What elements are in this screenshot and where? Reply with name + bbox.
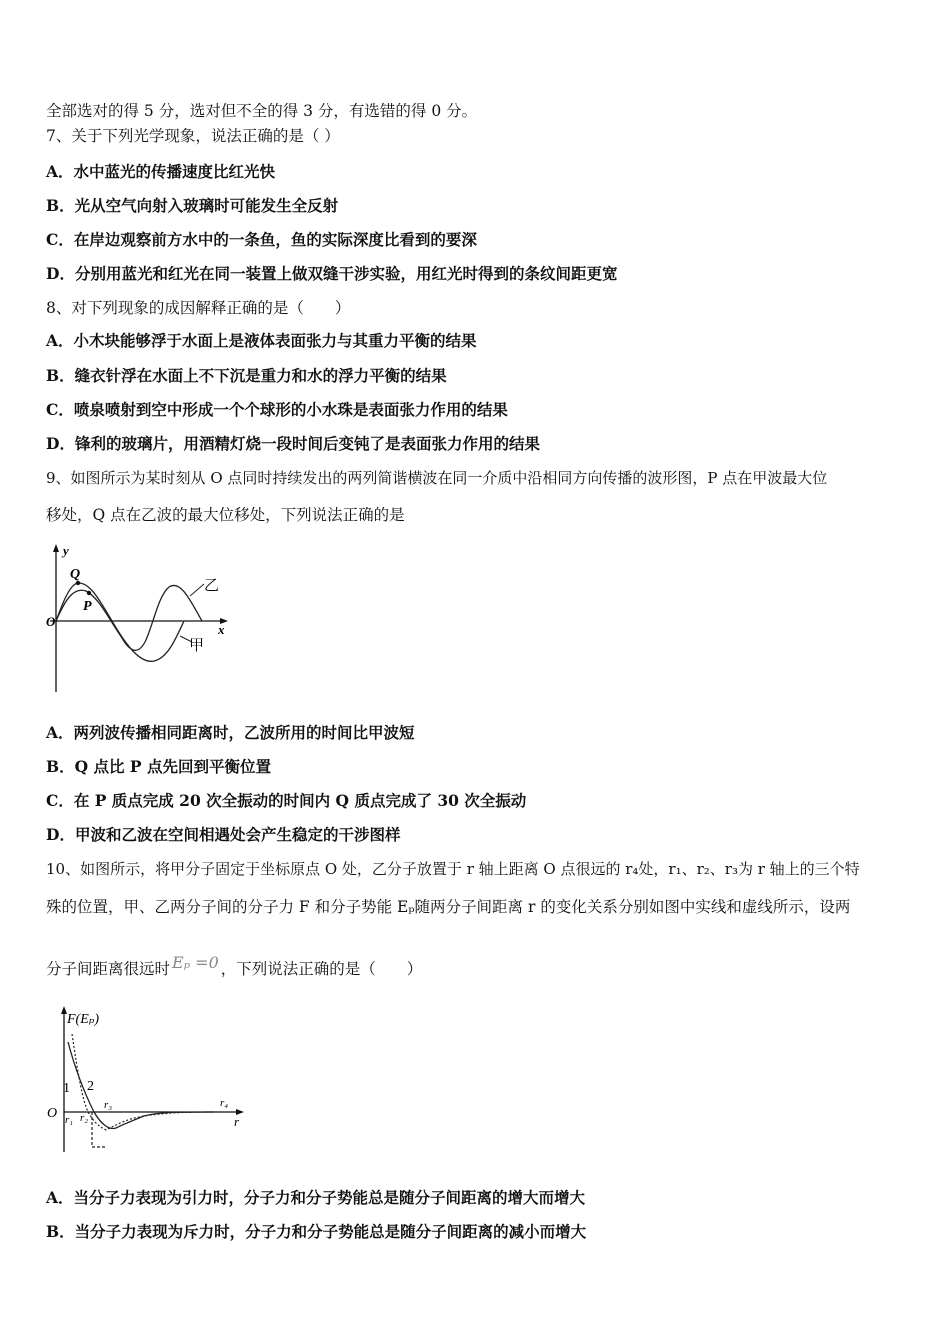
q9-x-label: x (218, 622, 225, 637)
q9-q-label: Q (70, 567, 81, 582)
q10-stem-line3 (46, 953, 423, 979)
q9-option-b: B．Q 点比 P 点先回到平衡位置 (46, 757, 271, 776)
q7-stem: 7、关于下列光学现象，说法正确的是（ ） (46, 127, 340, 145)
q10-r-axis-label: r (234, 1114, 240, 1129)
q10-curve-2-label: 2 (87, 1079, 94, 1094)
q10-r1-label: r₁ (65, 1114, 74, 1126)
q9-option-d: D．甲波和乙波在空间相遇处会产生稳定的干涉图样 (46, 825, 401, 844)
q8-option-d: D．锋利的玻璃片，用酒精灯烧一段时间后变钝了是表面张力作用的结果 (46, 434, 540, 453)
q7-option-a: A．水中蓝光的传播速度比红光快 (46, 162, 276, 181)
q10-stem-line2: 殊的位置，甲、乙两分子间的分子力 F 和分子势能 Eₚ随两分子间距离 r 的变化关系分别如图中实线和虚线所示，设两 (46, 898, 851, 916)
q9-point-p (87, 591, 91, 595)
q10-option-a: A．当分子力表现为引力时，分子力和分子势能总是随分子间距离的增大而增大 (46, 1188, 586, 1207)
q10-stem-line3-post: ，下列说法正确的是（ ） (220, 960, 423, 978)
q9-stem-line1: 9、如图所示为某时刻从 O 点同时持续发出的两列简谐横波在同一介质中沿相同方向传播的波形图，P 点在甲波最大位 (46, 469, 828, 487)
q9-y-label: y (63, 543, 69, 558)
q8-option-c: C．喷泉喷射到空中形成一个个球形的小水珠是表面张力作用的结果 (46, 400, 508, 419)
intro-text: 全部选对的得 5 分，选对但不全的得 3 分，有选错的得 0 分。 (46, 102, 478, 120)
q9-option-a: A．两列波传播相同距离时，乙波所用的时间比甲波短 (46, 723, 415, 742)
q9-stem-line2: 移处，Q 点在乙波的最大位移处，下列说法正确的是 (46, 506, 405, 524)
q10-stem-line1: 10、如图所示，将甲分子固定于坐标原点 O 处，乙分子放置于 r 轴上距离 O 点很远的 r₄处，r₁、r₂、r₃为 r 轴上的三个特 (46, 860, 860, 878)
q7-option-c: C．在岸边观察前方水中的一条鱼，鱼的实际深度比看到的要深 (46, 230, 477, 249)
q10-curve-1-label: 1 (63, 1081, 70, 1096)
q10-r2-label: r₂ (80, 1112, 89, 1124)
q9-p-label: P (83, 599, 92, 614)
q10-origin-label: O (47, 1106, 58, 1121)
q9-wave-figure (44, 540, 234, 698)
q9-origin-label: O (46, 614, 56, 629)
q9-wave-yi-label: 乙 (204, 578, 220, 594)
q10-r4-label: r₄ (220, 1097, 229, 1109)
q8-option-b: B．缝衣针浮在水面上不下沉是重力和水的浮力平衡的结果 (46, 366, 447, 385)
q7-option-b: B．光从空气向射入玻璃时可能发生全反射 (46, 196, 339, 215)
q8-stem: 8、对下列现象的成因解释正确的是（ ） (46, 299, 351, 317)
q10-force-figure (44, 1002, 250, 1158)
q10-y-label: F(Eₚ) (67, 1012, 100, 1027)
q10-option-b: B．当分子力表现为斥力时，分子力和分子势能总是随分子间距离的减小而增大 (46, 1222, 587, 1241)
q10-stem-line3-pre: 分子间距离很远时 (46, 960, 171, 978)
q8-option-a: A．小木块能够浮于水面上是液体表面张力与其重力平衡的结果 (46, 331, 477, 350)
q9-option-c: C．在 P 质点完成 20 次全振动的时间内 Q 质点完成了 30 次全振动 (46, 791, 527, 810)
q9-wave-jia-label: 甲 (189, 638, 205, 654)
q9-wave-jia (56, 583, 184, 661)
q9-wave-yi (56, 585, 202, 650)
q7-option-d: D．分别用蓝光和红光在同一装置上做双缝干涉实验，用红光时得到的条纹间距更宽 (46, 264, 618, 283)
q10-formula: Eₚ =0 (172, 953, 219, 972)
q10-r3-label: r₃ (104, 1099, 113, 1111)
